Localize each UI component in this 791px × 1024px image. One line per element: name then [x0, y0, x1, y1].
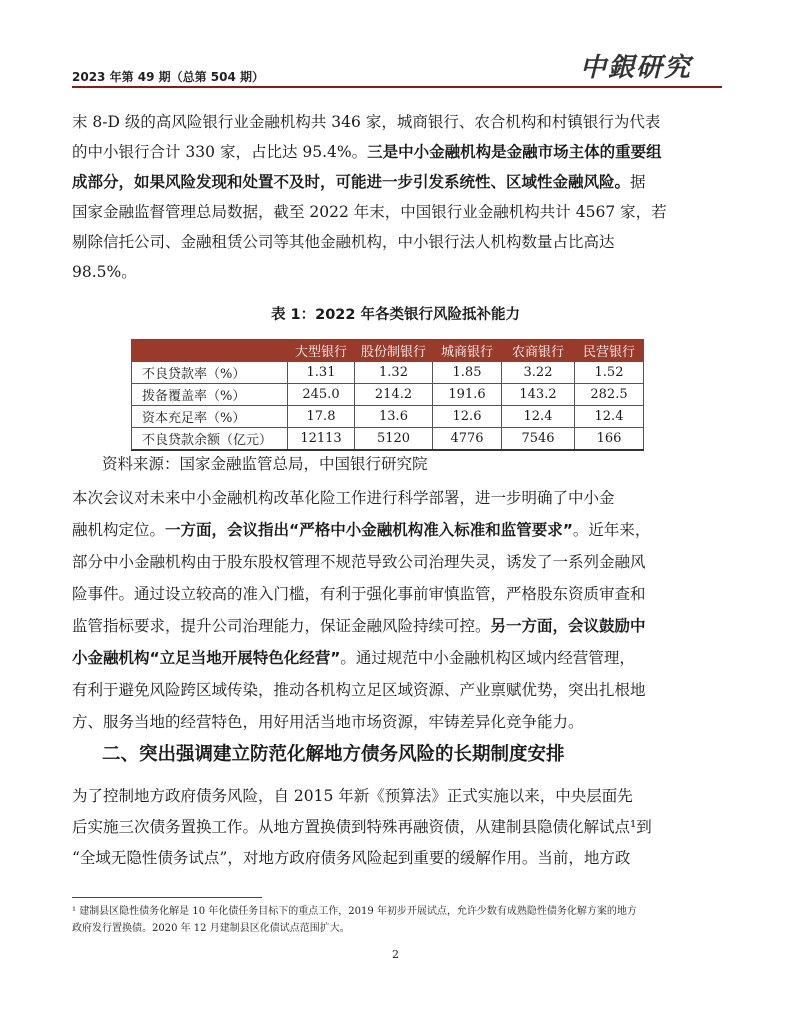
text-line [72, 584, 722, 604]
footnote-line: 政府发行置换债。2020 年 12 月建制县区化债试点范围扩大。 [72, 923, 350, 934]
table-title: 表 1：2022 年各类银行风险抵补能力 [270, 307, 521, 323]
risk-table [131, 339, 644, 451]
table-row-label: 资本充足率（%） [132, 406, 288, 428]
table-cell: 1.32 [355, 362, 433, 384]
table-row-label: 不良贷款率（%） [132, 362, 288, 384]
footnote-line: ¹ 建制县区隐性债务化解是 10 年化债任务目标下的重点工作，2019 年初步开展试点，允许少数有成熟隐性债务化解方案的地方 [72, 906, 637, 917]
table-cell: 166 [575, 428, 644, 451]
text-run: 融机构定位。 [72, 521, 166, 539]
table-cell: 17.8 [288, 406, 355, 428]
table-cell: 12.4 [575, 406, 644, 428]
text-run: 剔除信托公司、金融租赁公司等其他金融机构，中小银行法人机构数量占比高达 [72, 233, 615, 251]
text-line [72, 712, 722, 732]
table-col-header: 城商银行 [433, 340, 502, 362]
text-line [72, 488, 722, 508]
text-line [72, 817, 722, 837]
bold-text-run: 成部分，如果风险发现和处置不及时，可能进一步引发系统性、区域性金融风险。 [72, 173, 631, 191]
footnote-rule [72, 897, 262, 898]
table-col-header: 大型银行 [288, 340, 355, 362]
table-cell: 1.31 [288, 362, 355, 384]
text-run: 末 8-D 级的高风险银行业金融机构共 346 家，城商银行、农合机构和村镇银行为代表 [72, 113, 661, 131]
text-run: 。通过规范中小金融机构区域内经营管理， [340, 649, 635, 667]
text-run: 险事件。通过设立较高的准入门槛，有利于强化事前审慎监管，严格股东资质审查和 [72, 585, 646, 603]
text-line [72, 202, 722, 222]
bold-text-run: 另一方面，会议鼓励中 [490, 617, 646, 635]
text-line [72, 142, 722, 162]
table-cell: 4776 [433, 428, 502, 451]
text-line [72, 262, 722, 282]
text-run: 方、服务当地的经营特色，用好用活当地市场资源，牢铸差异化竞争能力。 [72, 713, 584, 731]
section-heading: 二、突出强调建立防范化解地方债务风险的长期制度安排 [102, 744, 565, 765]
table-header-row [132, 340, 644, 362]
table-cell: 5120 [355, 428, 433, 451]
table-row-label: 拨备覆盖率（%） [132, 384, 288, 406]
table-body [132, 362, 644, 451]
table-cell: 143.2 [502, 384, 575, 406]
text-line [72, 520, 722, 540]
text-run: 据 [630, 173, 646, 191]
text-run: 98.5%。 [72, 263, 137, 281]
table-cell: 12113 [288, 428, 355, 451]
table-row [132, 362, 644, 384]
table-corner-cell [132, 340, 288, 362]
text-line [72, 648, 722, 668]
text-run: 监管指标要求，提升公司治理能力，保证金融风险持续可控。 [72, 617, 491, 635]
table-cell: 12.4 [502, 406, 575, 428]
table-cell: 7546 [502, 428, 575, 451]
table-cell: 13.6 [355, 406, 433, 428]
text-run: 为了控制地方政府债务风险，自 2015 年新《预算法》正式实施以来，中央层面先 [72, 787, 633, 805]
table-row-label: 不良贷款余额（亿元） [132, 428, 288, 451]
bold-text-run: 三是中小金融机构是金融市场主体的重要组 [367, 143, 662, 161]
table-row [132, 406, 644, 428]
table-cell: 282.5 [575, 384, 644, 406]
table-col-header: 农商银行 [502, 340, 575, 362]
table-cell: 1.85 [433, 362, 502, 384]
table-cell: 245.0 [288, 384, 355, 406]
table-cell: 214.2 [355, 384, 433, 406]
table-cell: 191.6 [433, 384, 502, 406]
text-run: 国家金融监督管理总局数据，截至 2022 年末，中国银行业金融机构共计 4567 家，若 [72, 203, 667, 221]
text-line [72, 616, 722, 636]
text-line [72, 112, 722, 132]
page-number: 2 [392, 948, 399, 961]
text-run: 部分中小金融机构由于股东股权管理不规范导致公司治理失灵，诱发了一系列金融风 [72, 553, 646, 571]
table-cell: 12.6 [433, 406, 502, 428]
text-run: “全域无隐性债务试点”，对地方政府债务风险起到重要的缓解作用。当前，地方政 [72, 849, 631, 867]
table-row [132, 384, 644, 406]
table-cell: 3.22 [502, 362, 575, 384]
issue-label: 2023 年第 49 期（总第 504 期） [72, 70, 265, 84]
table-col-header: 民营银行 [575, 340, 644, 362]
text-run: 后实施三次债务置换工作。从地方置换债到特殊再融资债，从建制县隐债化解试点¹到 [72, 818, 652, 836]
text-line [72, 232, 722, 252]
text-line [72, 552, 722, 572]
text-run: 的中小银行合计 330 家，占比达 95.4%。 [72, 143, 368, 161]
logo: 中銀研究 [580, 53, 693, 83]
text-run: 。近年来， [572, 521, 651, 539]
text-line [72, 848, 722, 868]
table-cell: 1.52 [575, 362, 644, 384]
table-source: 资料来源：国家金融监管总局，中国银行研究院 [102, 455, 428, 473]
text-line [72, 680, 722, 700]
table-row [132, 428, 644, 451]
text-line [72, 172, 722, 192]
text-run: 有利于避免风险跨区域传染，推动各机构立足区域资源、产业禀赋优势，突出扎根地 [72, 681, 646, 699]
header-rule [72, 86, 722, 88]
table-col-header: 股份制银行 [355, 340, 433, 362]
text-line [72, 786, 722, 806]
text-run: 本次会议对未来中小金融机构改革化险工作进行科学部署，进一步明确了中小金 [72, 489, 615, 507]
bold-text-run: 小金融机构“立足当地开展特色化经营” [72, 649, 341, 667]
bold-text-run: 一方面，会议指出“严格中小金融机构准入标准和监管要求” [165, 521, 573, 539]
